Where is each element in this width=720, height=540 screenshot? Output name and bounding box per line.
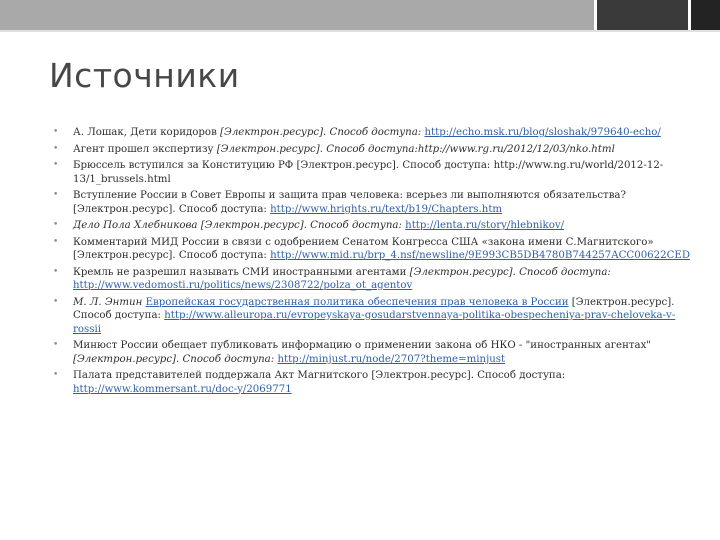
source-text: Кремль не разрешил называть СМИ иностранными агентами [73, 266, 410, 278]
source-item [50, 236, 695, 263]
source-text: [Электрон.ресурс]. Способ доступа:http://www.rg.ru/2012/12/03/nko.html [216, 143, 615, 155]
source-text: [Электрон.ресурс]. Способ доступа: [409, 266, 611, 278]
source-link[interactable]: http://lenta.ru/story/hlebnikov/ [405, 220, 565, 231]
source-item [50, 189, 695, 216]
bullet-icon: • [53, 160, 59, 170]
source-text: Вступление России в Совет Европы и защита прав человека: всерьез ли выполняются обязательства? [73, 190, 626, 201]
source-item [50, 266, 695, 293]
bullet-icon: • [53, 143, 59, 154]
header-rule [0, 30, 720, 32]
bullet-icon: • [53, 127, 59, 137]
source-item [50, 219, 695, 233]
source-link[interactable]: http://www.vedomosti.ru/politics/news/2308722/polza_ot_agentov [73, 280, 413, 291]
source-text: [Электрон.ресурс]. Способ доступа: [220, 127, 425, 138]
bullet-icon: • [53, 296, 59, 307]
bullet-icon: • [53, 340, 59, 350]
source-text: А. Лошак, Дети коридоров [73, 127, 221, 138]
source-text: М. Л. Энтин [73, 296, 146, 308]
source-item [50, 296, 695, 337]
bullet-icon: • [53, 220, 59, 230]
banner-light-segment [0, 0, 596, 30]
source-text: [Электрон.ресурс]. Способ доступа: [73, 296, 675, 321]
source-text: [Электрон.ресурс]. Способ доступа: [73, 203, 271, 215]
bullet-icon: • [53, 266, 59, 277]
banner-separator [594, 0, 597, 30]
banner-mid-segment [596, 0, 690, 30]
source-text: Комментарий МИД России в связи с одобрением Сенатом Конгресса США «закона имени С.Магнитского» [Электрон.ресурс]. Способ доступа: [73, 236, 654, 261]
bullet-icon: • [53, 370, 59, 380]
top-banner [0, 0, 720, 30]
page-title: Источники [49, 56, 240, 95]
source-text: Брюссель вступился за Конституцию РФ [Электрон.ресурс]. Способ доступа: http://www.ng.ru/world/2012-12-13/1_brussels.html [73, 160, 664, 185]
source-link[interactable]: http://minjust.ru/node/2707?theme=minjust [277, 353, 506, 365]
banner-separator [688, 0, 691, 30]
source-text: Дело Пола Хлебникова [73, 220, 201, 231]
sources-list [50, 126, 695, 399]
source-link[interactable]: http://www.mid.ru/brp_4.nsf/newsline/9E993CB5DB4780B744257ACC00622CED [270, 250, 691, 261]
source-text: [Электрон.ресурс]. Способ доступа: [73, 353, 278, 365]
source-text: Агент прошел экспертизу [73, 143, 217, 155]
source-link[interactable]: http://echo.msk.ru/blog/sloshak/979640-echo/ [424, 127, 661, 138]
bullet-icon: • [53, 190, 59, 200]
source-item [50, 369, 695, 396]
source-link[interactable]: http://www.alleuropa.ru/evropeyskaya-gosudarstvennaya-politika-obespecheniya-prav-cheloveka-v-rossii [73, 310, 676, 335]
source-text: [Электрон.ресурс]. Способ доступа: [200, 220, 406, 231]
source-item [50, 143, 695, 157]
source-link[interactable]: http://www.hrights.ru/text/b19/Chapters.htm [270, 203, 503, 215]
source-link[interactable]: Европейская государственная политика обеспечения прав человека в России [145, 296, 569, 308]
bullet-icon: • [53, 236, 59, 247]
source-text: Палата представителей поддержала Акт Магнитского [Электрон.ресурс]. Способ доступа: [73, 370, 566, 381]
source-item [50, 159, 695, 186]
banner-dark-segment [690, 0, 720, 30]
source-item [50, 126, 695, 140]
source-item [50, 339, 695, 366]
source-link[interactable]: http://www.kommersant.ru/doc-y/2069771 [73, 383, 292, 395]
source-text: Минюст России обещает публиковать информацию о применении закона об НКО - "иностранных агентах" [73, 340, 651, 351]
